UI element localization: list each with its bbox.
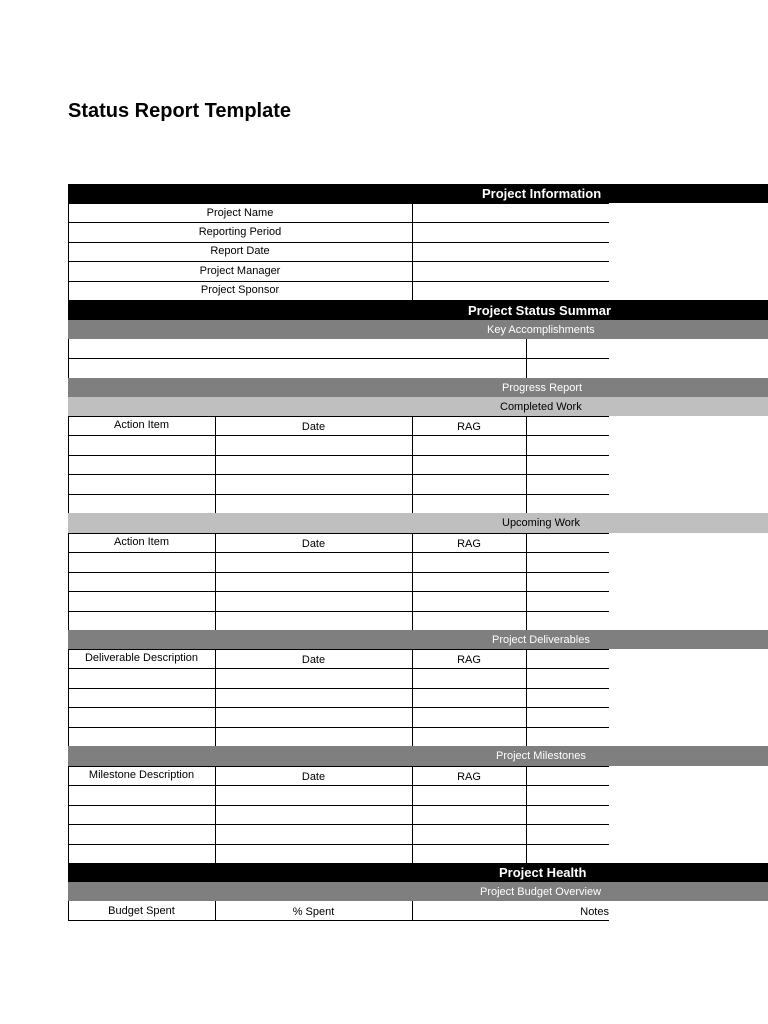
upcoming-work-cell[interactable] xyxy=(413,592,526,609)
upcoming-work-cell[interactable] xyxy=(69,573,215,590)
completed-work-cell[interactable] xyxy=(216,456,412,473)
key-accomplishments-band-label: Key Accomplishments xyxy=(487,323,595,336)
deliverables-cell[interactable] xyxy=(527,708,609,725)
completed-work-cell[interactable] xyxy=(69,475,215,492)
deliverables-cell[interactable] xyxy=(413,708,526,725)
milestones-cell[interactable] xyxy=(69,825,215,842)
milestones-cell[interactable] xyxy=(216,806,412,823)
upcoming-work-cell[interactable] xyxy=(69,612,215,629)
milestones-cell[interactable] xyxy=(216,845,412,862)
budget-overview-band xyxy=(68,882,768,901)
project-milestones-band-label: Project Milestones xyxy=(496,750,586,762)
completed-work-cell[interactable] xyxy=(527,456,609,473)
completed-work-cell[interactable] xyxy=(413,475,526,492)
budget-col-divider xyxy=(215,901,216,920)
upcoming-work-band-label: Upcoming Work xyxy=(502,517,581,529)
completed-work-cell[interactable] xyxy=(69,456,215,473)
milestones-cell[interactable] xyxy=(69,845,215,862)
budget-overview-band-label: Project Budget Overview xyxy=(480,885,602,898)
milestones-cell[interactable] xyxy=(216,786,412,803)
key-accomplishments-col-divider xyxy=(526,339,527,378)
key-accomplishment-cell[interactable] xyxy=(527,340,609,357)
completed-work-col-3-header: RAG xyxy=(457,420,481,433)
budget-col-divider xyxy=(412,901,413,920)
deliverables-cell[interactable] xyxy=(216,708,412,725)
project-info-left-border xyxy=(68,203,69,300)
completed-work-cell[interactable] xyxy=(413,495,526,512)
status-summary-header xyxy=(68,300,768,320)
project-info-field-value[interactable] xyxy=(413,223,609,240)
key-accomplishment-cell[interactable] xyxy=(69,359,526,376)
completed-work-cell[interactable] xyxy=(413,456,526,473)
deliverables-cell[interactable] xyxy=(216,728,412,745)
milestones-cell[interactable] xyxy=(527,825,609,842)
page-title: Status Report Template xyxy=(68,100,291,122)
deliverables-cell[interactable] xyxy=(413,669,526,686)
project-info-field-label: Project Sponsor xyxy=(200,284,280,297)
deliverables-cell[interactable] xyxy=(527,669,609,686)
upcoming-work-cell[interactable] xyxy=(527,573,609,590)
project-information-header-label: Project Information xyxy=(482,186,602,201)
milestones-cell[interactable] xyxy=(413,806,526,823)
progress-report-band-label: Progress Report xyxy=(502,381,583,394)
project-info-field-value[interactable] xyxy=(413,262,609,279)
project-info-field-value[interactable] xyxy=(413,282,609,299)
completed-work-cell[interactable] xyxy=(216,436,412,453)
deliverables-col-1-header: Deliverable Description xyxy=(84,651,199,664)
status-summary-header-label: Project Status Summar xyxy=(468,302,612,318)
progress-report-band xyxy=(68,378,768,397)
upcoming-work-cell[interactable] xyxy=(216,553,412,570)
milestones-cell[interactable] xyxy=(216,825,412,842)
project-info-field-value[interactable] xyxy=(413,243,609,260)
deliverables-cell[interactable] xyxy=(527,728,609,745)
project-health-header xyxy=(68,863,768,882)
project-deliverables-band xyxy=(68,630,768,649)
deliverables-cell[interactable] xyxy=(413,728,526,745)
upcoming-work-cell[interactable] xyxy=(413,573,526,590)
milestones-col-2-header: Date xyxy=(301,770,326,783)
milestones-cell[interactable] xyxy=(413,825,526,842)
key-accomplishments-left-border xyxy=(68,339,69,378)
upcoming-work-cell[interactable] xyxy=(216,612,412,629)
upcoming-work-cell[interactable] xyxy=(216,573,412,590)
upcoming-work-col-3-header: RAG xyxy=(457,537,481,550)
project-info-field-value[interactable] xyxy=(413,204,609,221)
milestones-cell[interactable] xyxy=(69,806,215,823)
completed-work-cell[interactable] xyxy=(527,495,609,512)
upcoming-work-cell[interactable] xyxy=(527,553,609,570)
project-info-field-label: Project Name xyxy=(206,206,274,219)
completed-work-cell[interactable] xyxy=(527,436,609,453)
completed-work-cell[interactable] xyxy=(527,475,609,492)
milestones-col-1-header: Milestone Description xyxy=(88,768,195,781)
budget-row-line xyxy=(68,920,609,921)
milestones-cell[interactable] xyxy=(413,786,526,803)
completed-work-cell[interactable] xyxy=(69,436,215,453)
completed-work-cell[interactable] xyxy=(69,495,215,512)
deliverables-cell[interactable] xyxy=(216,689,412,706)
deliverables-cell[interactable] xyxy=(69,728,215,745)
completed-work-col-1-header: Action Item xyxy=(113,418,170,431)
milestones-cell[interactable] xyxy=(527,786,609,803)
completed-work-col-2-header: Date xyxy=(301,420,326,433)
upcoming-work-cell[interactable] xyxy=(216,592,412,609)
upcoming-work-band xyxy=(68,513,768,533)
deliverables-cell[interactable] xyxy=(413,689,526,706)
notes-header: Notes xyxy=(580,905,609,918)
upcoming-work-cell[interactable] xyxy=(413,553,526,570)
completed-work-cell[interactable] xyxy=(413,436,526,453)
deliverables-cell[interactable] xyxy=(69,689,215,706)
project-info-col-divider xyxy=(412,203,413,300)
deliverables-cell[interactable] xyxy=(527,689,609,706)
percent-spent-header: % Spent xyxy=(292,905,335,918)
project-info-field-label: Project Manager xyxy=(199,264,281,277)
project-info-top-line xyxy=(68,203,609,204)
milestones-cell[interactable] xyxy=(527,845,609,862)
completed-work-band-label: Completed Work xyxy=(500,400,582,413)
milestones-cell[interactable] xyxy=(527,806,609,823)
milestones-cell[interactable] xyxy=(69,786,215,803)
upcoming-work-cell[interactable] xyxy=(527,612,609,629)
deliverables-col-2-header: Date xyxy=(301,653,326,666)
project-info-field-label: Reporting Period xyxy=(198,226,282,239)
completed-work-band xyxy=(68,397,768,416)
deliverables-cell[interactable] xyxy=(69,669,215,686)
milestones-col-3-header: RAG xyxy=(457,770,481,783)
deliverables-cell[interactable] xyxy=(69,708,215,725)
upcoming-work-cell[interactable] xyxy=(69,592,215,609)
key-accomplishment-cell[interactable] xyxy=(69,340,526,357)
upcoming-work-cell[interactable] xyxy=(413,612,526,629)
upcoming-work-col-2-header: Date xyxy=(301,537,326,550)
project-health-header-label: Project Health xyxy=(499,865,587,880)
key-accomplishments-band xyxy=(68,320,768,339)
budget-left-border xyxy=(68,901,69,920)
project-information-header xyxy=(68,184,768,203)
completed-work-cell[interactable] xyxy=(216,495,412,512)
budget-spent-header: Budget Spent xyxy=(108,904,175,917)
project-milestones-band xyxy=(68,746,768,766)
deliverables-cell[interactable] xyxy=(216,669,412,686)
upcoming-work-col-1-header: Action Item xyxy=(113,535,170,548)
completed-work-cell[interactable] xyxy=(216,475,412,492)
upcoming-work-cell[interactable] xyxy=(527,592,609,609)
milestones-cell[interactable] xyxy=(413,845,526,862)
key-accomplishment-cell[interactable] xyxy=(527,359,609,376)
project-deliverables-band-label: Project Deliverables xyxy=(492,633,590,646)
project-info-field-label: Report Date xyxy=(210,245,270,258)
upcoming-work-cell[interactable] xyxy=(69,553,215,570)
deliverables-col-3-header: RAG xyxy=(457,653,481,666)
